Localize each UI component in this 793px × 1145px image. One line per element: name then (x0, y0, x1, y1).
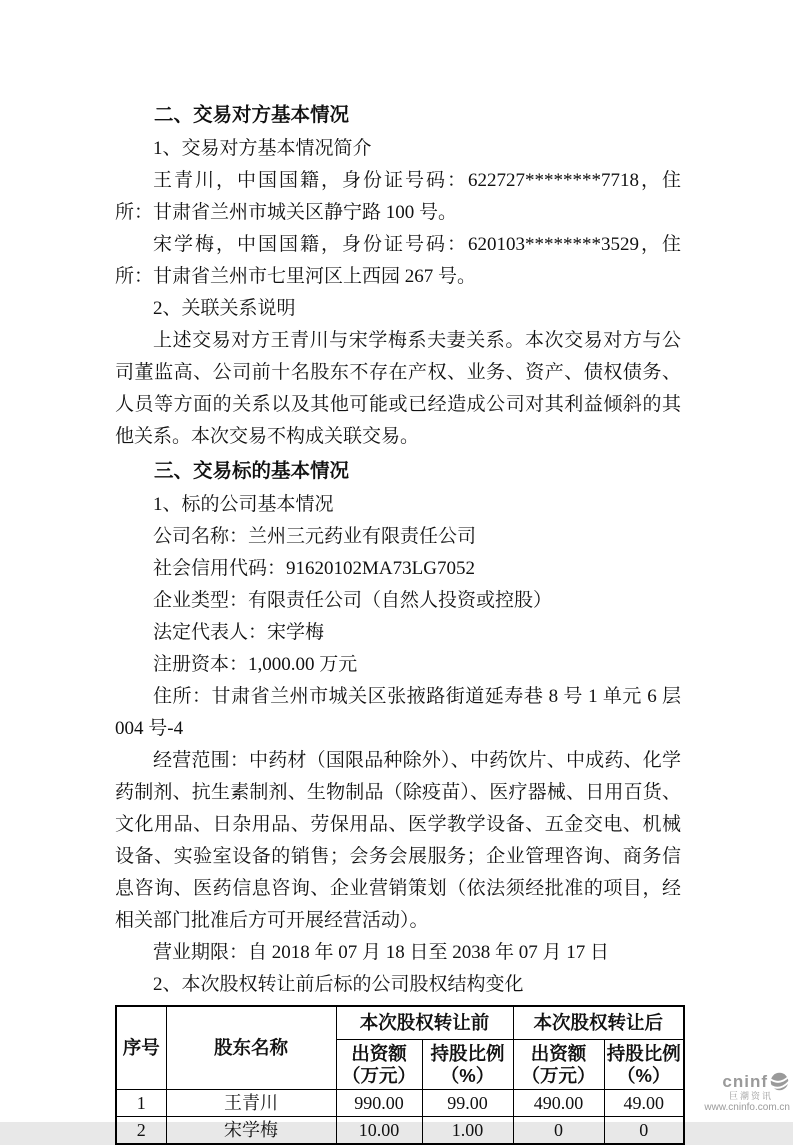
paragraph-business-term: 营业期限：自 2018 年 07 月 18 日至 2038 年 07 月 17 日 (153, 942, 610, 963)
cell-after-amount: 490.00 (513, 1090, 604, 1117)
cell-before-amount: 10.00 (336, 1117, 422, 1145)
header-amount-label: 出资额 (351, 1042, 407, 1064)
column-header-shareholder: 股东名称 (166, 1006, 336, 1090)
header-ratio-unit: （%） (440, 1064, 495, 1086)
paragraph-target-company-title: 1、标的公司基本情况 (153, 494, 334, 515)
cninfo-chinese-name: 巨潮资讯 (728, 1091, 773, 1102)
table-row-shareholder-1 (116, 1090, 684, 1117)
paragraph-counterparty-intro-title: 1、交易对方基本情况简介 (153, 138, 372, 159)
cell-before-ratio: 1.00 (422, 1117, 513, 1145)
equity-structure-table (115, 1005, 685, 1145)
cell-index: 1 (116, 1090, 166, 1117)
cninfo-brand-text: cninf (722, 1071, 768, 1091)
column-header-before-amount (336, 1040, 422, 1090)
column-header-after-ratio (604, 1040, 684, 1090)
header-ratio-label: 持股比例 (606, 1042, 681, 1064)
paragraph-credit-code: 社会信用代码：91620102MA73LG7052 (153, 558, 475, 579)
paragraph-legal-representative: 法定代表人：宋学梅 (153, 622, 325, 643)
cninfo-watermark (680, 1071, 790, 1113)
cell-before-ratio: 99.00 (422, 1090, 513, 1117)
cell-index: 2 (116, 1117, 166, 1145)
paragraph-counterparty-2: 宋学梅，中国国籍，身份证号码：620103********3529，住所：甘肃省兰州市七里河区上西园 267 号。 (115, 234, 681, 287)
cell-after-ratio: 49.00 (604, 1090, 684, 1117)
paragraph-business-scope: 经营范围：中药材（国限品种除外）、中药饮片、中成药、化学药制剂、抗生素制剂、生物制品（除疫苗）、医疗器械、日用百货、文化用品、日杂用品、劳保用品、医学教学设备、五金交电、机械设备、实验室设备的销售；会务会展服务；企业管理咨询、商务信息咨询、医药信息咨询、企业营销策划（依法须经批准的项目，经相关部门批准后方可开展经营活动）。 (115, 750, 681, 931)
paragraph-equity-change-title: 2、本次股权转让前后标的公司股权结构变化 (153, 974, 524, 995)
header-amount-unit: （万元） (341, 1064, 416, 1086)
paragraph-registered-capital: 注册资本：1,000.00 万元 (153, 654, 358, 675)
cell-after-ratio: 0 (604, 1117, 684, 1145)
section-heading-counterparty: 二、交易对方基本情况 (154, 104, 350, 126)
cninfo-url: www.cninfo.com.cn (704, 1101, 790, 1113)
column-header-before-ratio (422, 1040, 513, 1090)
paragraph-counterparty-1: 王青川，中国国籍，身份证号码：622727********7718，住所：甘肃省兰州市城关区静宁路 100 号。 (115, 170, 681, 223)
paragraph-company-type: 企业类型：有限责任公司（自然人投资或控股） (153, 590, 553, 611)
paragraph-company-address: 住所：甘肃省兰州市城关区张掖路街道延寿巷 8 号 1 单元 6 层 004 号-4 (115, 686, 681, 739)
column-group-before-transfer: 本次股权转让前 (336, 1006, 513, 1040)
header-ratio-label: 持股比例 (430, 1042, 505, 1064)
header-amount-label: 出资额 (530, 1042, 587, 1064)
column-header-after-amount (513, 1040, 604, 1090)
cninfo-logo (680, 1071, 790, 1092)
cell-shareholder-name: 宋学梅 (166, 1117, 336, 1145)
table-row-shareholder-2 (116, 1117, 684, 1145)
section-heading-target: 三、交易标的基本情况 (154, 460, 350, 482)
document-body (115, 97, 681, 1145)
column-header-index: 序号 (116, 1006, 166, 1090)
paragraph-relationship-note: 上述交易对方王青川与宋学梅系夫妻关系。本次交易对方与公司董监高、公司前十名股东不存在产权、业务、资产、债权债务、人员等方面的关系以及其他可能或已经造成公司对其利益倾斜的其他关系。本次交易不构成关联交易。 (115, 330, 681, 447)
paragraph-relationship-title: 2、关联关系说明 (153, 298, 296, 319)
cell-shareholder-name: 王青川 (166, 1090, 336, 1117)
header-amount-unit: （万元） (521, 1064, 596, 1086)
header-ratio-unit: （%） (617, 1064, 671, 1086)
cninfo-swirl-icon (769, 1071, 790, 1092)
paragraph-company-name: 公司名称：兰州三元药业有限责任公司 (153, 526, 477, 547)
table-header-group-row (116, 1006, 684, 1040)
cell-before-amount: 990.00 (336, 1090, 422, 1117)
column-group-after-transfer: 本次股权转让后 (513, 1006, 684, 1040)
cell-after-amount: 0 (513, 1117, 604, 1145)
